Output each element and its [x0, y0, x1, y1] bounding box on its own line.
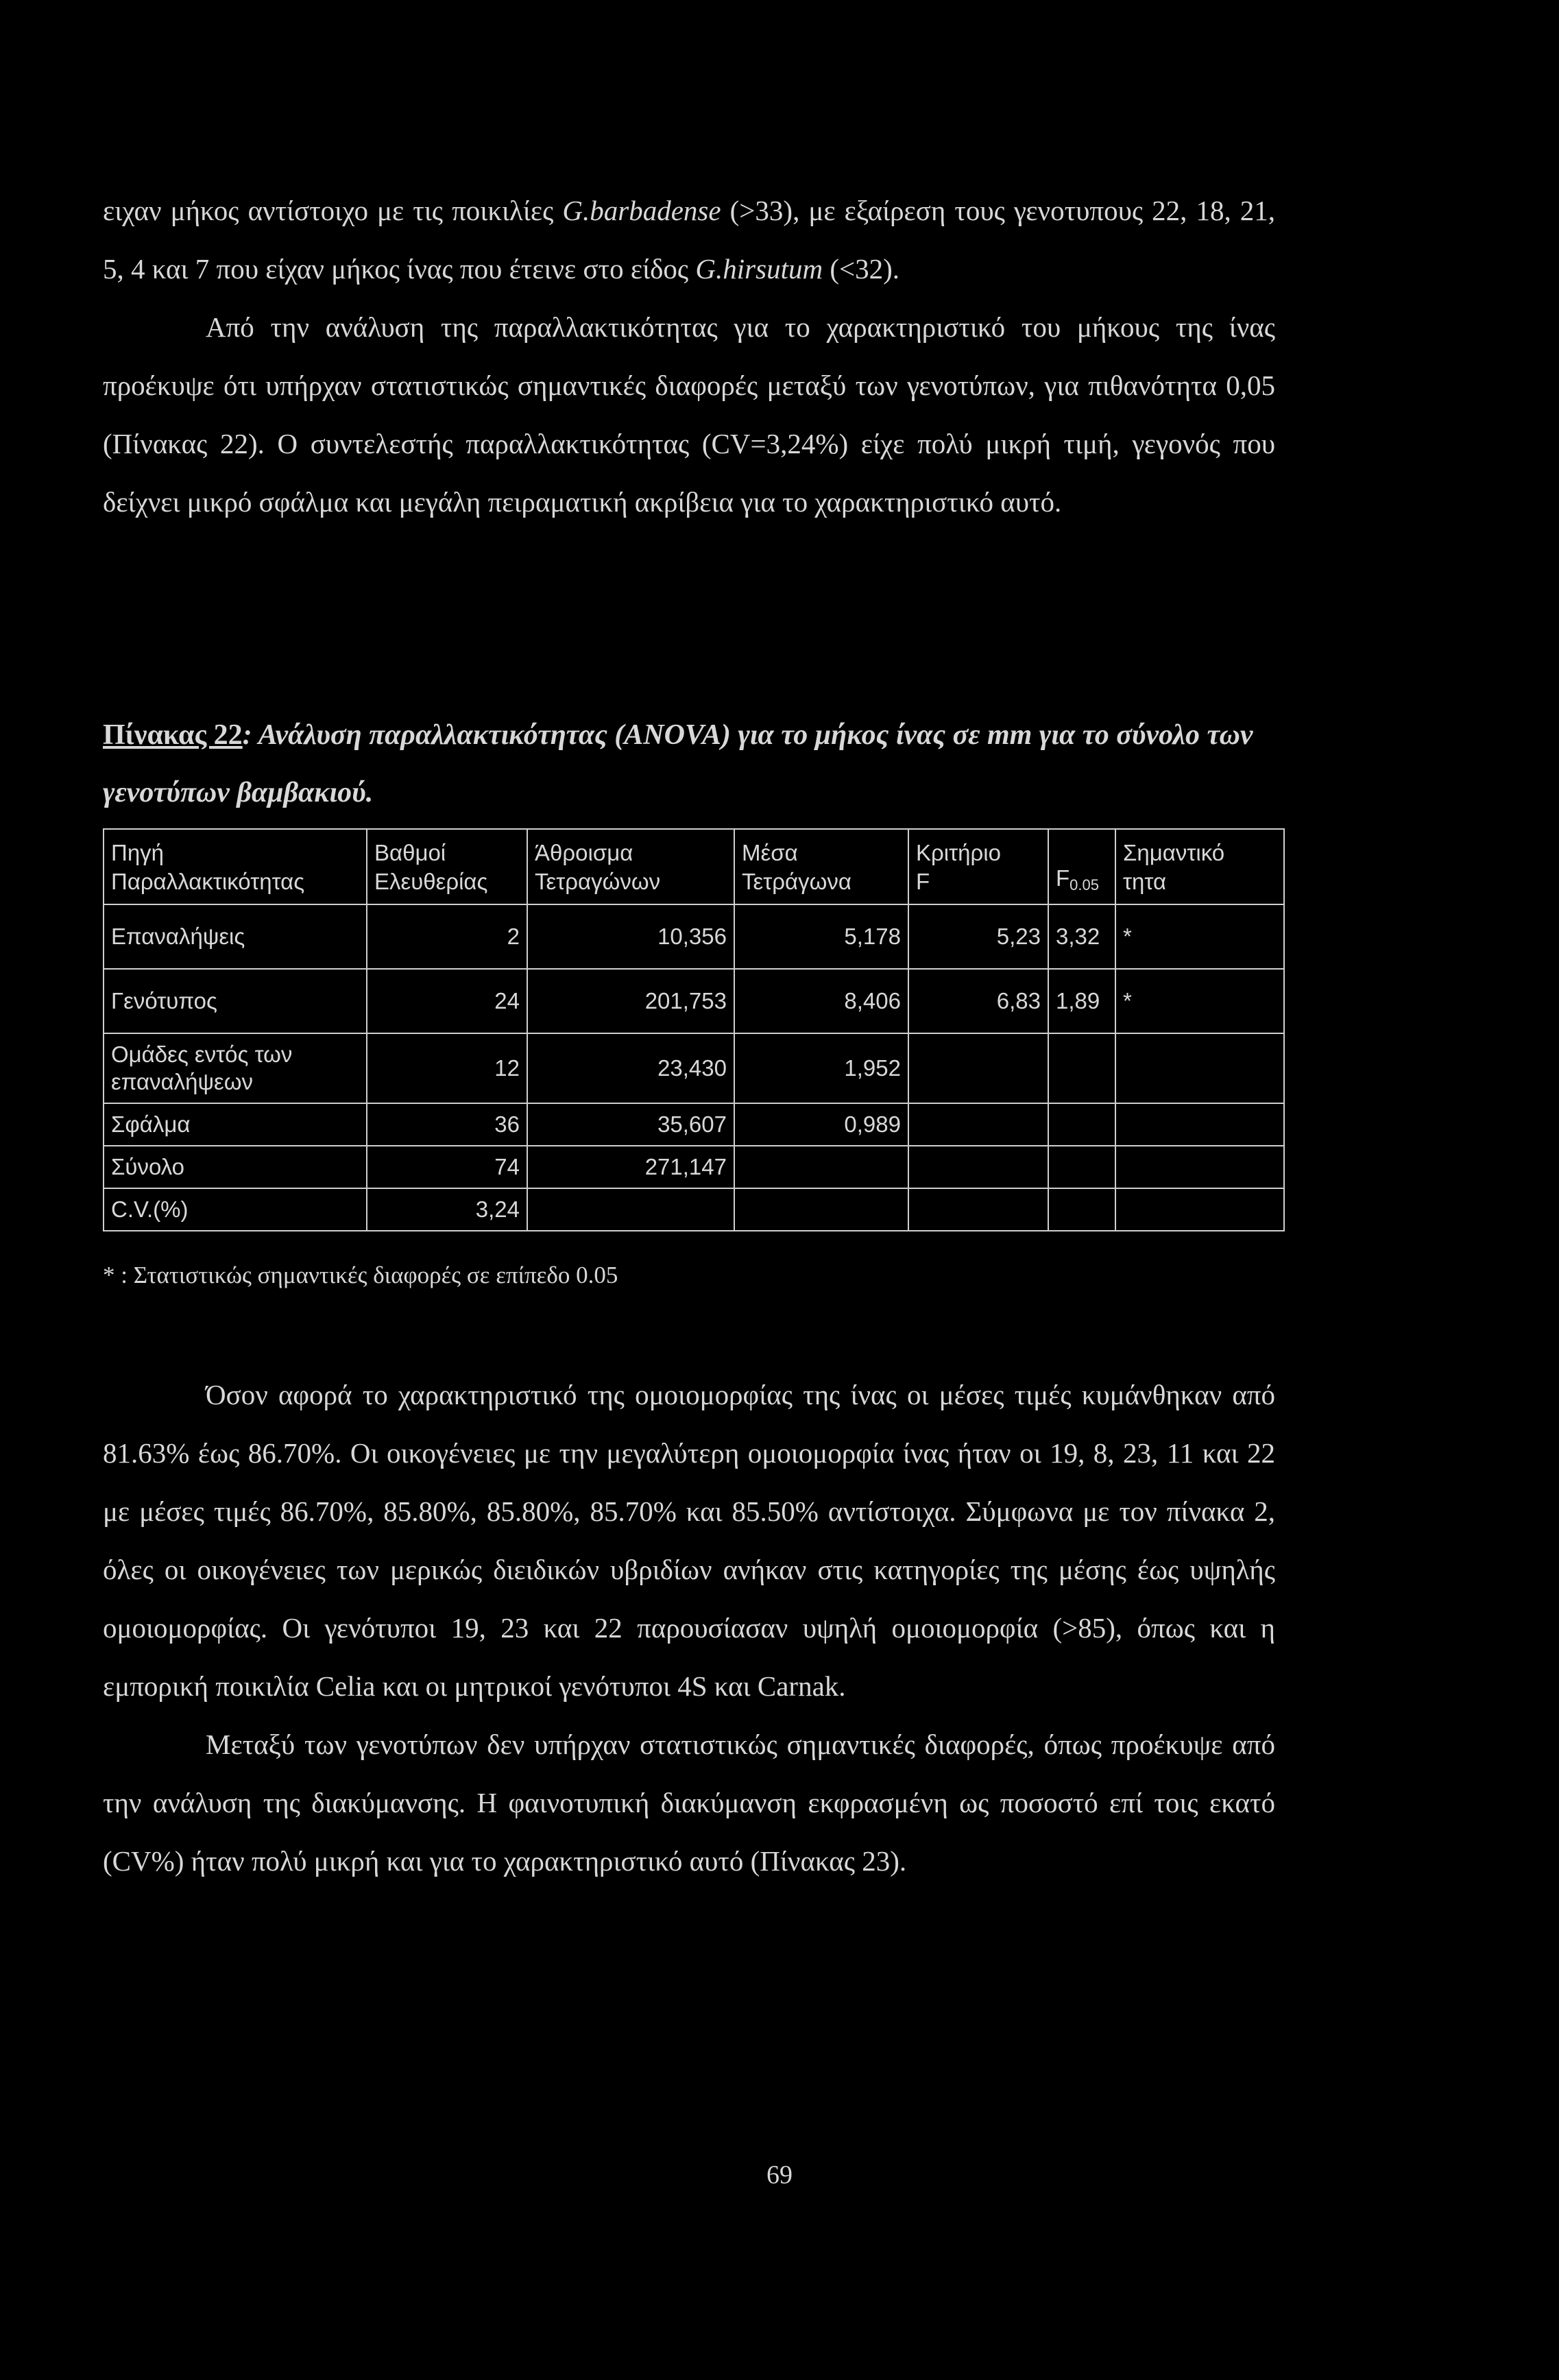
header-df: Βαθμοί Ελευθερίας: [367, 829, 527, 904]
table-row: Σφάλμα 36 35,607 0,989: [104, 1103, 1284, 1146]
table-header-row: [104, 829, 1284, 904]
anova-table: [103, 828, 1285, 1231]
header-ms: Μέσα Τετράγωνα: [734, 829, 908, 904]
intro-text: [103, 182, 1275, 531]
table-footnote: * : Στατιστικώς σημαντικές διαφορές σε επίπεδο 0.05: [103, 1262, 618, 1288]
intro-paragraph-2: Από την ανάλυση της παραλλακτικότητας για το χαρακτηριστικό του μήκους της ίνας προέκυψε ότι υπήρχαν στατιστικώς σημαντικές διαφορές μεταξύ των γενοτύπων, για πιθανότητα 0,05 (Πίνακας 22). Ο συντελεστής παραλλακτικότητας (CV=3,24%) είχε πολύ μικρή τιμή, γεγονός που δείχνει μικρό σφάλμα και μεγάλη πειραματική ακρίβεια για το χαρακτηριστικό αυτό.: [103, 311, 1275, 518]
table-row: C.V.(%) 3,24: [104, 1188, 1284, 1231]
table-row: Επαναλήψεις 2 10,356 5,178 5,23 3,32 *: [104, 904, 1284, 969]
table-row: Σύνολο 74 271,147: [104, 1146, 1284, 1188]
paragraph-uniformity: Όσον αφορά το χαρακτηριστικό της ομοιομορφίας της ίνας οι μέσες τιμές κυμάνθηκαν από 81.63% έως 86.70%. Οι οικογένειες με την μεγαλύτερη ομοιομορφία ίνας ήταν οι 19, 8, 23, 11 και 22 με μέσες τιμές 86.70%, 85.80%, 85.80%, 85.70% και 85.50% αντίστοιχα. Σύμφωνα με τον πίνακα 2, όλες οι οικογένειες των μερικώς διειδικών υβριδίων ανήκαν στις κατηγορίες της μέσης έως υψηλής ομοιομορφίας. Οι γενότυποι 19, 23 και 22 παρουσίασαν υψηλή ομοιομορφία (>85), όπως και η εμπορική ποικιλία Celia και οι μητρικοί γενότυποι 4S και Carnak.: [103, 1379, 1275, 1702]
paragraph-variance: Μεταξύ των γενοτύπων δεν υπήρχαν στατιστικώς σημαντικές διαφορές, όπως προέκυψε από την ανάλυση της διακύμανσης. Η φαινοτυπική διακύμανση εκφρασμένη ως ποσοστό επί τοις εκατό (CV%) ήταν πολύ μικρή και για το χαρακτηριστικό αυτό (Πίνακας 23).: [103, 1729, 1275, 1877]
species-name: G.barbadense: [562, 195, 721, 226]
table-caption: [103, 706, 1282, 821]
intro-paragraph-1: ειχαν μήκος αντίστοιχο με τις ποικιλίες G.barbadense (>33), με εξαίρεση τους γενοτυπους 22, 18, 21, 5, 4 και 7 που είχαν μήκος ίνας που έτεινε στο είδος G.hirsutum (<32).: [103, 195, 1275, 285]
header-f: Κριτήριο F: [908, 829, 1048, 904]
header-source: Πηγή Παραλλακτικότητας: [104, 829, 367, 904]
species-name: G.hirsutum: [695, 253, 823, 285]
header-ss: Άθροισμα Τετραγώνων: [527, 829, 734, 904]
header-significance: Σημαντικό τητα: [1115, 829, 1284, 904]
header-f05: $F_{0.05}$: [1048, 829, 1115, 904]
table-row: Ομάδες εντός των επαναλήψεων 12 23,430 1,952: [104, 1033, 1284, 1103]
page-number: 69: [766, 2161, 793, 2189]
body-text: [103, 1366, 1275, 1890]
table-caption-text: : Ανάλυση παραλλακτικότητας (ANOVA) για το μήκος ίνας σε mm για το σύνολο των γενοτύπων βαμβακιού.: [103, 719, 1253, 808]
table-row: Γενότυπος 24 201,753 8,406 6,83 1,89 *: [104, 969, 1284, 1033]
table-label: Πίνακας 22: [103, 719, 243, 751]
